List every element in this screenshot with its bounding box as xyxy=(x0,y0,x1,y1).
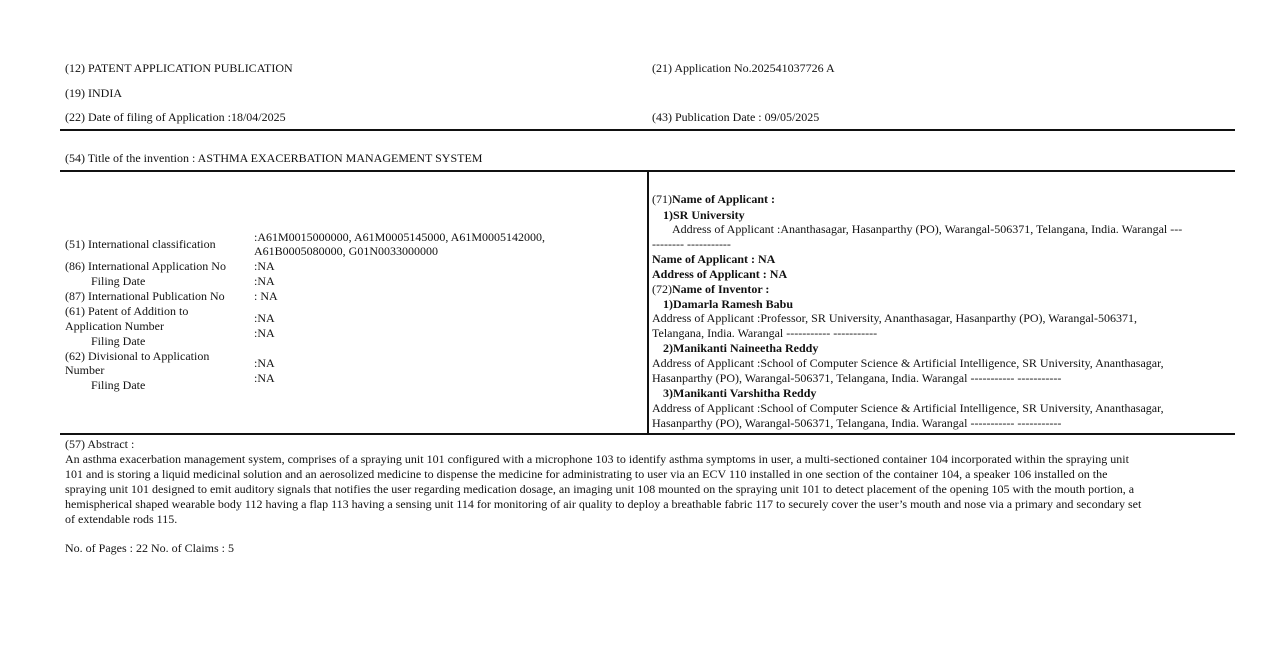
inventor-3-address-1: Address of Applicant :School of Computer Science & Artificial Intelligence, SR University, Ananthasagar, xyxy=(652,401,1164,415)
inventor-1-address-1: Address of Applicant :Professor, SR University, Ananthasagar, Hasanparthy (PO), Warangal-506371, xyxy=(652,311,1137,325)
intl-app-no-label: (86) International Application No xyxy=(65,259,226,273)
divisional-label-1: (62) Divisional to Application xyxy=(65,349,210,363)
country: (19) INDIA xyxy=(65,86,122,100)
abstract-line: hemispherical shaped wearable body 112 having a flap 113 having a sensing unit 114 for monitoring of air quality to deploy a breathable fabric 117 to securely cover the user’s mouth and nose via a primary and secondary set xyxy=(65,497,1142,511)
intl-pub-no-value: : NA xyxy=(254,289,278,303)
inventor-2-name: 2)Manikanti Naineetha Reddy xyxy=(663,341,819,355)
inventor-2-address-2: Hasanparthy (PO), Warangal-506371, Telangana, India. Warangal ----------- ----------- xyxy=(652,371,1062,385)
divisional-label-2: Number xyxy=(65,363,105,377)
divider-top xyxy=(60,129,1235,131)
invention-title: (54) Title of the invention : ASTHMA EXACERBATION MANAGEMENT SYSTEM xyxy=(65,151,483,165)
applicant-heading-text: Name of Applicant : xyxy=(672,192,775,206)
abstract-line: spraying unit 101 designed to emit auditory signals that notifies the user regarding medication dosage, an imaging unit 108 mounted on the spraying unit 101 to detect placement of the opening 105 with the mouth portion, a xyxy=(65,482,1135,496)
intl-class-label: (51) International classification xyxy=(65,237,216,251)
inventor-1-address-2: Telangana, India. Warangal ----------- ----------- xyxy=(652,326,878,340)
application-number: (21) Application No.202541037726 A xyxy=(652,61,835,75)
intl-class-value-1: :A61M0015000000, A61M0005145000, A61M0005142000, xyxy=(254,230,546,244)
divisional-value: :NA xyxy=(254,356,275,370)
applicant-1-address-cont: -------- ----------- xyxy=(652,237,731,251)
inventor-heading-text: Name of Inventor : xyxy=(672,282,770,296)
applicant-heading-num: (71) xyxy=(652,192,672,206)
patent-addition-filing-value: :NA xyxy=(254,326,275,340)
inventor-3-name: 3)Manikanti Varshitha Reddy xyxy=(663,386,817,400)
inventor-heading-num: (72) xyxy=(652,282,672,296)
patent-addition-label-2: Application Number xyxy=(65,319,164,333)
intl-class-value-2: A61B0005080000, G01N0033000000 xyxy=(254,244,439,258)
applicant-1-address: Address of Applicant :Ananthasagar, Hasanparthy (PO), Warangal-506371, Telangana, India. Warangal --- xyxy=(672,222,1183,236)
intl-app-no-value: :NA xyxy=(254,259,275,273)
abstract-line: An asthma exacerbation management system, comprises of a spraying unit 101 configured with a microphone 103 to identify asthma symptoms in user, a multi-sectioned container 104 incorporated within the spraying unit xyxy=(65,452,1129,466)
page-claims-count: No. of Pages : 22 No. of Claims : 5 xyxy=(65,541,234,555)
intl-pub-no-label: (87) International Publication No xyxy=(65,289,225,303)
inventor-heading xyxy=(652,282,769,297)
patent-addition-label-1: (61) Patent of Addition to xyxy=(65,304,189,318)
abstract-line: 101 and is storing a liquid medicinal solution and an aerosolized medicine to dispense the medicine for administrating to user via an ECV 110 installed in one section of the container 104, a speaker 106 installed on the xyxy=(65,467,1108,481)
divisional-filing-label: Filing Date xyxy=(91,378,146,392)
patent-addition-filing-label: Filing Date xyxy=(91,334,146,348)
column-divider xyxy=(647,171,649,434)
inventor-1-name: 1)Damarla Ramesh Babu xyxy=(663,297,794,311)
abstract-heading: (57) Abstract : xyxy=(65,437,135,451)
applicant-1-name: 1)SR University xyxy=(663,208,745,222)
applicant-name-na: Name of Applicant : NA xyxy=(652,252,776,266)
applicant-address-na: Address of Applicant : NA xyxy=(652,267,788,281)
inventor-2-address-1: Address of Applicant :School of Computer Science & Artificial Intelligence, SR University, Ananthasagar, xyxy=(652,356,1164,370)
divisional-filing-value: :NA xyxy=(254,371,275,385)
filing-date: (22) Date of filing of Application :18/04/2025 xyxy=(65,110,286,124)
publication-date: (43) Publication Date : 09/05/2025 xyxy=(652,110,820,124)
inventor-3-address-2: Hasanparthy (PO), Warangal-506371, Telangana, India. Warangal ----------- ----------- xyxy=(652,416,1062,430)
filing-date-value: :NA xyxy=(254,274,275,288)
abstract-line: of extendable rods 115. xyxy=(65,512,178,526)
divider-abstract xyxy=(60,433,1235,435)
filing-date-label: Filing Date xyxy=(91,274,146,288)
publication-type: (12) PATENT APPLICATION PUBLICATION xyxy=(65,61,293,75)
applicant-heading xyxy=(652,192,775,207)
patent-addition-value: :NA xyxy=(254,311,275,325)
